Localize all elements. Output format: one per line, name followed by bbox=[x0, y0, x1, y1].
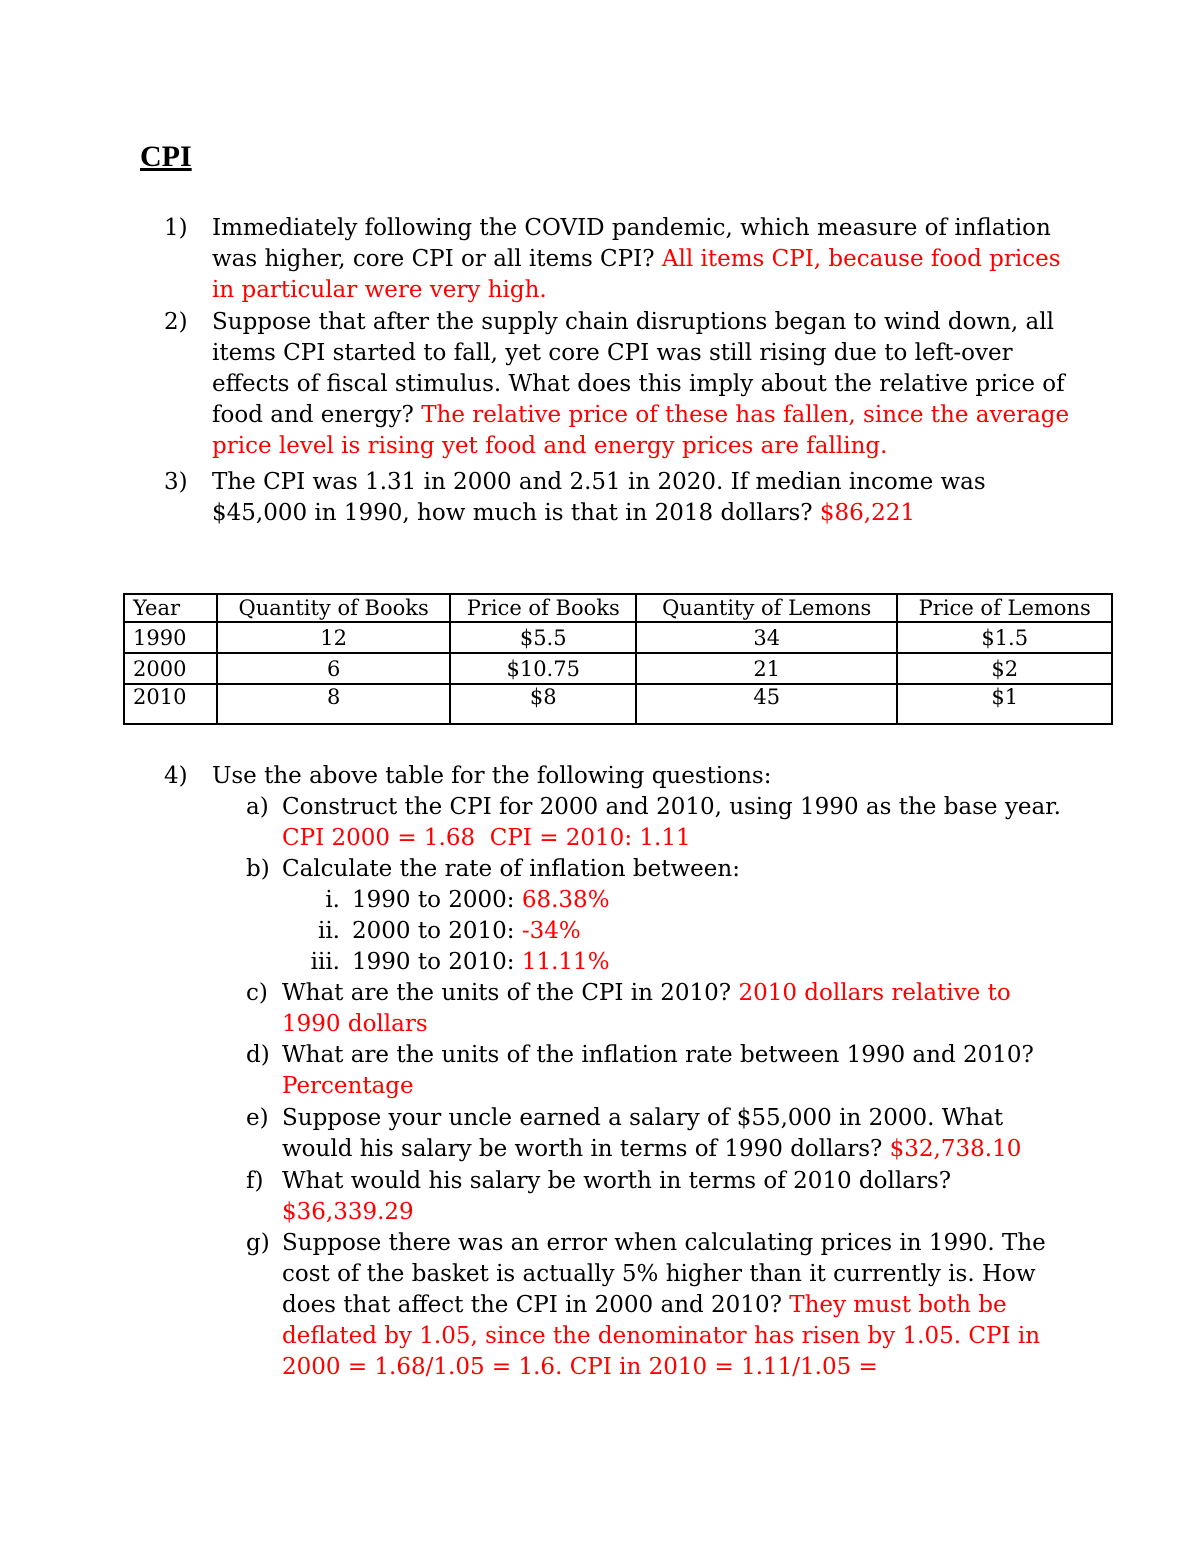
column-header: Price of Lemons bbox=[897, 594, 1112, 622]
question-number: 3) bbox=[164, 469, 188, 495]
answer-text: The relative price of these has fallen, since the average price level is rising yet food and energy prices are falling. bbox=[212, 402, 1070, 459]
column-header: Year bbox=[124, 594, 217, 622]
table-cell: $2 bbox=[897, 653, 1112, 684]
question-3 bbox=[164, 467, 1072, 529]
part-label: d) bbox=[246, 1042, 270, 1068]
part-label: b) bbox=[246, 856, 270, 882]
table-cell: 21 bbox=[636, 653, 897, 684]
question-4 bbox=[164, 761, 1072, 792]
table-cell: $1 bbox=[897, 684, 1112, 724]
answer-text: 2010 dollars relative to 1990 dollars bbox=[282, 980, 1011, 1037]
answer-text: 11.11% bbox=[521, 949, 610, 975]
question-4d bbox=[246, 1040, 1072, 1102]
question-number: 4) bbox=[164, 763, 188, 789]
part-text: Calculate the rate of inflation between: bbox=[282, 856, 740, 882]
answer-text: $36,339.29 bbox=[282, 1199, 414, 1225]
part-text: What would his salary be worth in terms of 2010 dollars? bbox=[282, 1168, 952, 1194]
question-2 bbox=[164, 307, 1072, 462]
table-cell: $1.5 bbox=[897, 622, 1112, 653]
answer-text: Percentage bbox=[282, 1073, 414, 1099]
table-cell: 1990 bbox=[124, 622, 217, 653]
part-text: Suppose your uncle earned a salary of $55,000 in 2000. What would his salary be worth in terms of 1990 dollars? bbox=[282, 1105, 1004, 1162]
answer-text: $32,738.10 bbox=[889, 1136, 1022, 1162]
table-row bbox=[124, 622, 1112, 653]
question-4c bbox=[246, 978, 1072, 1040]
answer-text: $86,221 bbox=[819, 500, 916, 526]
column-header: Price of Books bbox=[450, 594, 636, 622]
part-label: f) bbox=[246, 1168, 264, 1194]
question-number: 2) bbox=[164, 309, 188, 335]
data-table bbox=[123, 593, 1113, 725]
table-header-row bbox=[124, 594, 1112, 622]
column-header: Quantity of Lemons bbox=[636, 594, 897, 622]
question-4a bbox=[246, 792, 1072, 854]
table-cell: 2000 bbox=[124, 653, 217, 684]
table-cell: 2010 bbox=[124, 684, 217, 724]
question-text: Use the above table for the following questions: bbox=[212, 763, 772, 789]
table-cell: 6 bbox=[217, 653, 451, 684]
item-label: i. bbox=[325, 887, 340, 913]
question-text: Suppose that after the supply chain disruptions began to wind down, all items CPI started to fall, yet core CPI was still rising due to left-over effects of fiscal stimulus. What does this imply about the relative price of food and energy? bbox=[212, 309, 1065, 428]
table-cell: 34 bbox=[636, 622, 897, 653]
answer-text: All items CPI, because food prices in particular were very high. bbox=[212, 246, 1061, 303]
question-1 bbox=[164, 213, 1072, 306]
part-label: c) bbox=[246, 980, 268, 1006]
table-cell: 45 bbox=[636, 684, 897, 724]
question-4b-i bbox=[325, 885, 610, 916]
question-4b bbox=[246, 854, 1072, 885]
question-4e bbox=[246, 1103, 1072, 1165]
table-row bbox=[124, 684, 1112, 724]
table-cell: 12 bbox=[217, 622, 451, 653]
answer-text: CPI 2000 = 1.68 CPI = 2010: 1.11 bbox=[282, 825, 691, 851]
table-cell: $8 bbox=[450, 684, 636, 724]
answer-text: 68.38% bbox=[521, 887, 610, 913]
table-row bbox=[124, 653, 1112, 684]
question-4b-iii bbox=[310, 947, 610, 978]
item-label: ii. bbox=[317, 918, 340, 944]
column-header: Quantity of Books bbox=[217, 594, 451, 622]
part-label: a) bbox=[246, 794, 269, 820]
table-cell: $5.5 bbox=[450, 622, 636, 653]
question-4f bbox=[246, 1166, 1072, 1228]
part-label: e) bbox=[246, 1105, 269, 1131]
item-label: iii. bbox=[310, 949, 340, 975]
question-text: Immediately following the COVID pandemic, which measure of inflation was higher, core CPI or all items CPI? bbox=[212, 215, 1051, 272]
question-number: 1) bbox=[164, 215, 188, 241]
part-text: What are the units of the inflation rate between 1990 and 2010? bbox=[282, 1042, 1034, 1068]
item-text: 1990 to 2000: bbox=[352, 887, 515, 913]
item-text: 2000 to 2010: bbox=[352, 918, 515, 944]
part-text: What are the units of the CPI in 2010? bbox=[282, 980, 732, 1006]
part-text: Construct the CPI for 2000 and 2010, using 1990 as the base year. bbox=[282, 794, 1061, 820]
item-text: 1990 to 2010: bbox=[352, 949, 515, 975]
question-4b-ii bbox=[317, 916, 581, 947]
question-text: The CPI was 1.31 in 2000 and 2.51 in 2020. If median income was $45,000 in 1990, how much is that in 2018 dollars? bbox=[212, 469, 986, 526]
page-title: CPI bbox=[140, 140, 192, 173]
answer-text: They must both be deflated by 1.05, since the denominator has risen by 1.05. CPI in 2000 = 1.68/1.05 = 1.6. CPI in 2010 = 1.11/1.05 = bbox=[282, 1292, 1041, 1380]
part-label: g) bbox=[246, 1230, 270, 1256]
table-cell: 8 bbox=[217, 684, 451, 724]
answer-text: -34% bbox=[521, 918, 581, 944]
question-4g bbox=[246, 1228, 1072, 1383]
table-cell: $10.75 bbox=[450, 653, 636, 684]
part-text: Suppose there was an error when calculating prices in 1990. The cost of the basket is actually 5% higher than it currently is. How does that affect the CPI in 2000 and 2010? bbox=[282, 1230, 1046, 1318]
